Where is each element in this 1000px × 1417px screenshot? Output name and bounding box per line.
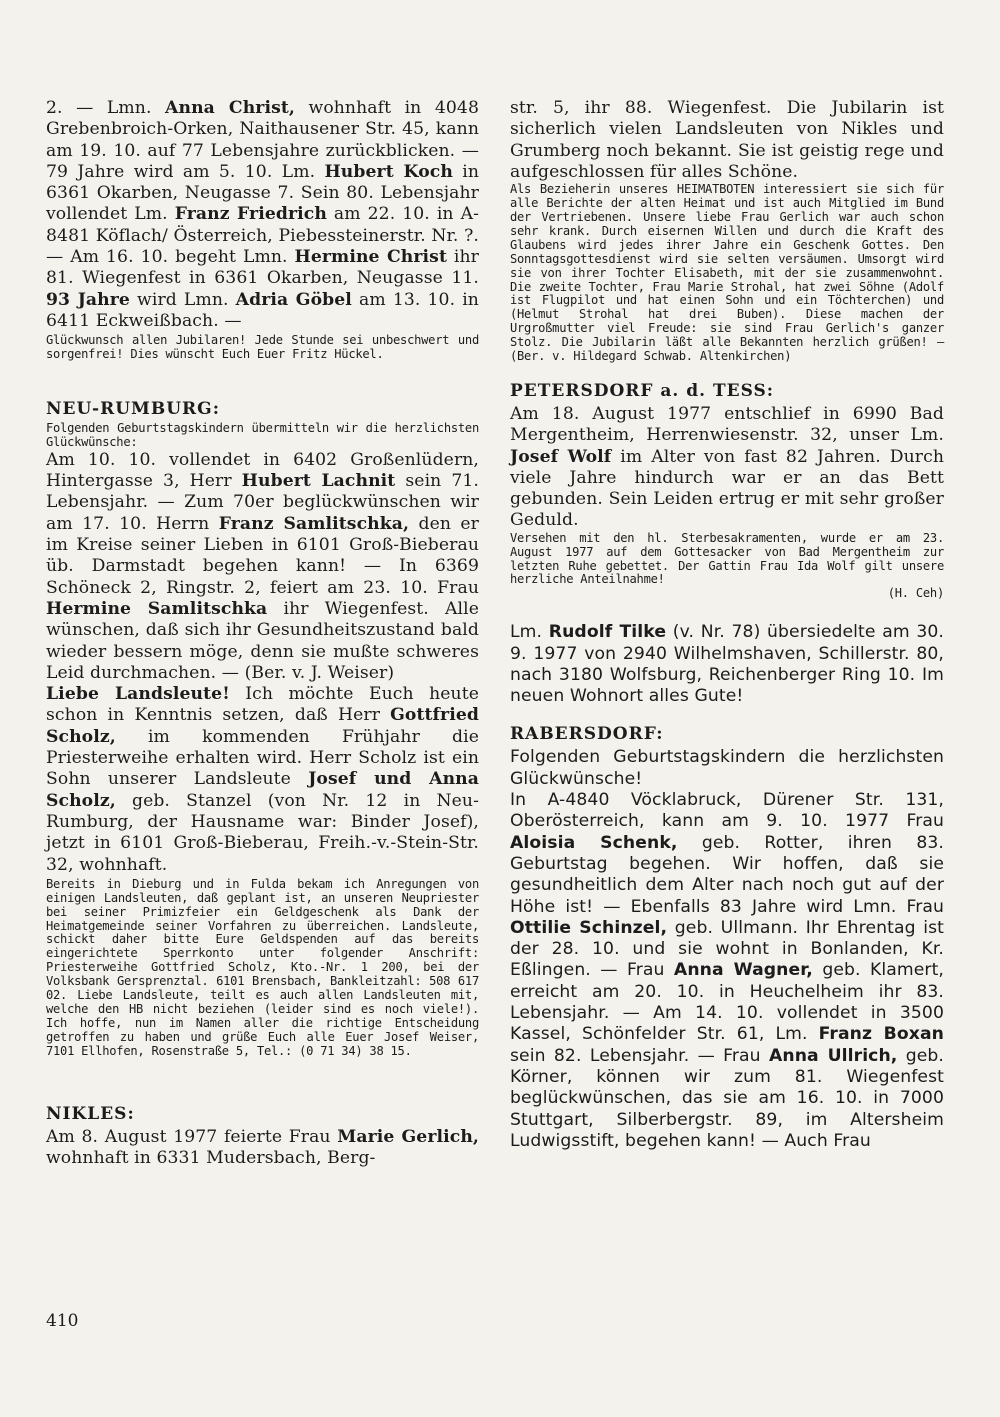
nikles-note: Als Bezieherin unseres HEIMATBOTEN interessiert sie sich für alle Berichte der alten Heimat und ist auch Mitglied im Bund der Vertriebenen. Unsere liebe Frau Gerlich war auch schon sehr krank. Durch eisernen Willen und durch die Kraft des Glaubens wird jedes ihrer Jahre ein Geschenk Gottes. Den Sonntagsgottesdienst wird sie selten versäumen. Umsorgt wird sie von ihrer Tochter Elisabeth, mit der sie zusammenwohnt. Die zweite Tochter, Frau Marie Strohal, hat zwei Söhne (Adolf ist Flugpilot und hat einen Sohn und ein Töchterchen) und (Helmut Strohal hat drei Buben). Diese machen der Urgroßmutter viel Freude: sie sind Frau Gerlich's ganzer Stolz. Die Jubilarin läßt alle Bekannten herzlich grüßen! – (Ber. v. Hildegard Schwab. Altenkirchen) — [510, 182, 944, 364]
section-heading-rabersdorf: RABERSDORF: — [510, 724, 664, 745]
paragraph-priest-ordination: Liebe Landsleute! Ich möchte Euch heute schon in Kenntnis setzen, daß Herr Gottfried Scholz, im kommenden Frühjahr die Priesterweihe erhalten wird. Herr Scholz ist ein Sohn unserer Landsleute Josef und Anna Scholz, geb. Stanzel (von Nr. 12 in Neu-Rumburg, der Hausname war: Binder Josef), jetzt in 6101 Groß-Bieberau, Freih.-v.-Stein-Str. 32, wohnhaft. — [46, 684, 480, 875]
section-heading-nikles: NIKLES: — [46, 1103, 135, 1124]
right-column — [510, 98, 944, 1152]
left-column — [46, 98, 479, 1169]
paragraph-rabersdorf-intro: Folgenden Geburtstagskindern die herzlichsten Glückwünsche! — [510, 747, 944, 789]
paragraph-relocation: Lm. Rudolf Tilke (v. Nr. 78) übersiedelte am 30. 9. 1977 von 2940 Wilhelmshaven, Schillerstr. 80, nach 3180 Wolfsburg, Reichenberger Ring 10. Im neuen Wohnort alles Gute! — [510, 622, 944, 707]
greeting-note: Glückwunsch allen Jubilaren! Jede Stunde sei unbeschwert und sorgenfrei! Dies wünscht Euch Euer Fritz Hückel. — [46, 333, 479, 362]
paragraph-nikles: Am 8. August 1977 feierte Frau Marie Gerlich, wohnhaft in 6331 Mudersbach, Berg- — [46, 1126, 479, 1168]
paragraph-nikles-continued: str. 5, ihr 88. Wiegenfest. Die Jubilarin ist sicherlich vielen Landsleuten von Nikles und Grumberg noch bekannt. Sie ist geistig rege und aufgeschlossen für alles Schöne. — [510, 98, 944, 182]
obituary-signature: (H. Ceh) — [887, 586, 944, 601]
page-number: 410 — [46, 1311, 79, 1331]
paragraph-petersdorf-obituary: Am 18. August 1977 entschlief in 6990 Bad Mergentheim, Herrenwiesenstr. 32, unser Lm. Josef Wolf im Alter von fast 82 Jahren. Durch viele Jahre hindurch war er an das Bett gebunden. Sein Leiden ertrug er mit sehr großer Geduld. — [510, 403, 945, 531]
section-heading-petersdorf: PETERSDORF a. d. TESS: — [510, 380, 775, 401]
donation-note: Bereits in Dieburg und in Fulda bekam ich Anregungen von einigen Landsleuten, daß geplant ist, an unseren Neupriester bei seiner Primizfeier ein Geldgeschenk als Dank der Heimatgemeinde seiner Vorfahren zu überreichen. Landsleute, schickt daher bitte Eure Geldspenden auf das bereits eingerichtete Sperrkonto unter folgender Anschrift: Priesterweihe Gottfried Scholz, Kto.-Nr. 1 200, bei der Volksbank Gersprenztal. 6101 Brensbach, Bankleitzahl: 508 617 02. Liebe Landsleute, teilt es auch allen Landsleuten mit, welche den HB nicht beziehen (leider sind es noch viele!). Ich hoffe, nun im Namen aller die richtige Entscheidung getroffen zu haben und grüße Euch alle Euer Josef Weiser, 7101 Ellhofen, Rosenstraße 5, Tel.: (0 71 34) 38 15. — [46, 876, 479, 1058]
intro-note: Folgenden Geburtstagskindern übermitteln wir die herzlichsten Glückwünsche: — [46, 421, 479, 449]
obituary-note: Versehen mit den hl. Sterbesakramenten, wurde er am 23. August 1977 auf dem Gottesacker von Bad Mergentheim zur letzten Ruhe gebettet. Der Gattin Frau Ida Wolf gilt unsere herzliche Anteilnahme! — [510, 530, 944, 587]
paragraph-rabersdorf-birthdays: In A-4840 Vöcklabruck, Dürener Str. 131, Oberösterreich, kann am 9. 10. 1977 Frau Aloisia Schenk, geb. Rotter, ihren 83. Geburtstag begehen. Wir hoffen, daß sie gesundheitlich dem Alter nach noch gut auf der Höhe ist! — Ebenfalls 83 Jahre wird Lmn. Frau Ottilie Schinzel, geb. Ullmann. Ihr Ehrentag ist der 28. 10. und sie wohnt in Bonlanden, Kr. Eßlingen. — Frau Anna Wagner, geb. Klamert, erreicht am 20. 10. in Heuchelheim ihr 83. Lebensjahr. — Am 14. 10. vollendet in 3500 Kassel, Schönfelder Str. 61, Lm. Franz Boxan sein 82. Lebensjahr. — Frau Anna Ullrich, geb. Körner, können wir zum 81. Wiegenfest beglückwünschen, das sie am 16. 10. in 7000 Stuttgart, Silberbergstr. 89, im Altersheim Ludwigsstift, begehen kann! — Auch Frau — [510, 790, 945, 1151]
paragraph-birthdays-continued: 2. — Lmn. Anna Christ, wohnhaft in 4048 Grebenbroich-Orken, Naithausener Str. 45, kann am 19. 10. auf 77 Lebensjahre zurückblicken. — 79 Jahre wird am 5. 10. Lm. Hubert Koch in 6361 Okarben, Neugasse 7. Sein 80. Lebensjahr vollendet Lm. Franz Friedrich am 22. 10. in A-8481 Köflach/ Österreich, Piebessteinerstr. Nr. ?. — Am 16. 10. begeht Lmn. Hermine Christ ihr 81. Wiegenfest in 6361 Okarben, Neugasse 11. 93 Jahre wird Lmn. Adria Göbel am 13. 10. in 6411 Eckweißbach. — — [46, 98, 479, 331]
paragraph-neu-rumburg-birthdays: Am 10. 10. vollendet in 6402 Großenlüdern, Hintergasse 3, Herr Hubert Lachnit sein 71. Lebensjahr. — Zum 70er beglückwünschen wir am 17. 10. Herrn Franz Samlitschka, den er im Kreise seiner Lieben in 6101 Groß-Bieberau üb. Darmstadt begehen kann! — In 6369 Schöneck 2, Ringstr. 2, feiert am 23. 10. Frau Hermine Samlitschka ihr Wiegenfest. Alle wünschen, daß sich ihr Gesundheitszustand bald wieder bessern möge, denn sie mußte schweres Leid durchmachen. — (Ber. v. J. Weiser) — [46, 449, 479, 683]
section-heading-neu-rumburg: NEU-RUMBURG: — [46, 399, 220, 420]
